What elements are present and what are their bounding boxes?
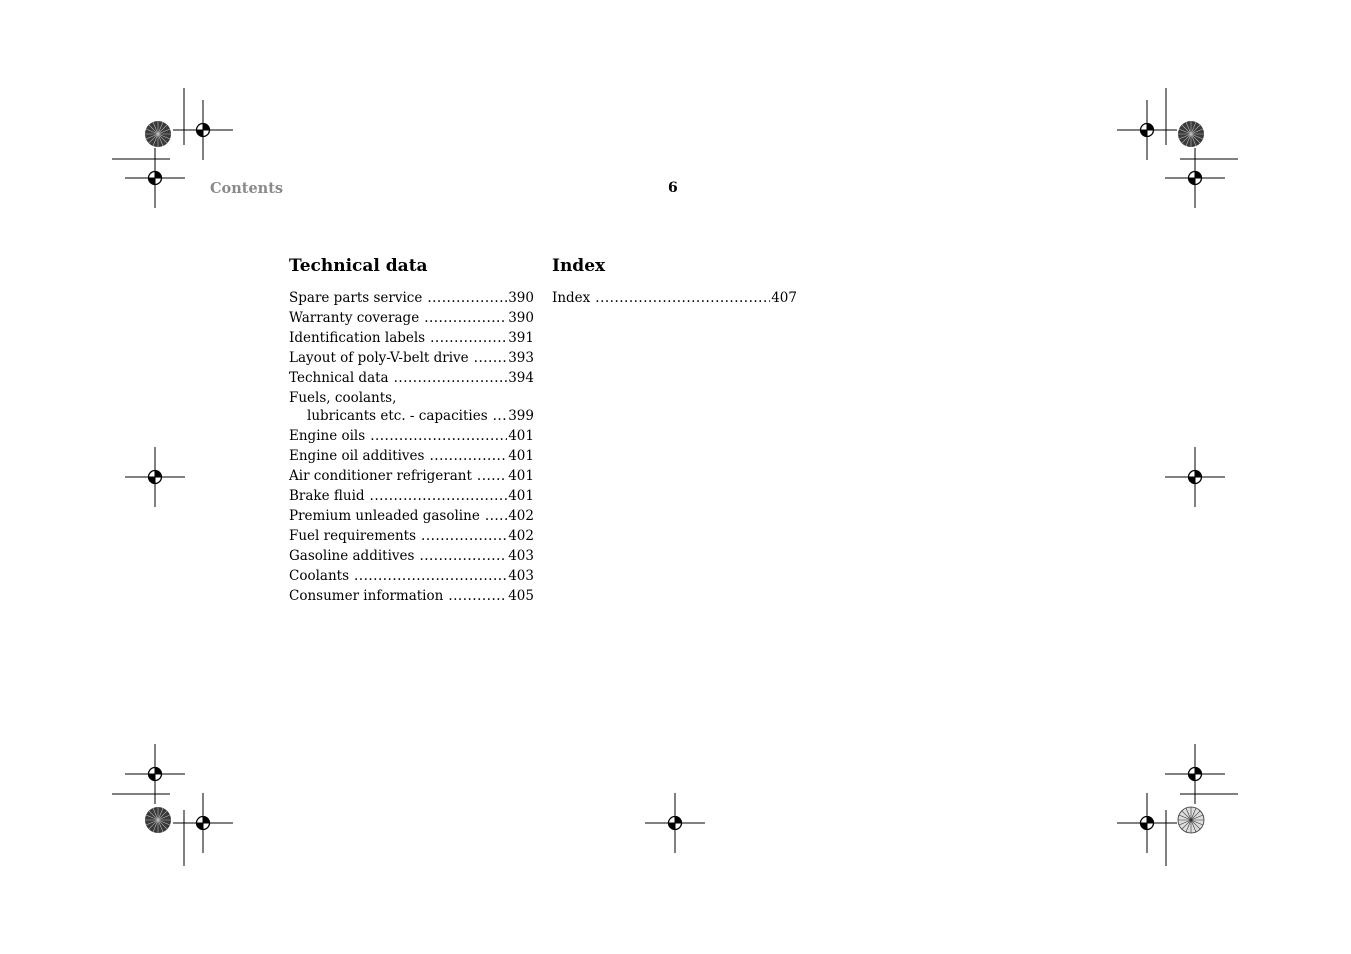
toc-entry[interactable] [552, 289, 797, 307]
toc-entry-label: Fuels, coolants, [289, 390, 397, 406]
toc-entry-label: Warranty coverage [289, 310, 420, 326]
toc-entry[interactable] [289, 527, 534, 545]
dot-leader [419, 547, 507, 565]
dot-leader [477, 467, 507, 485]
toc-entry[interactable] [289, 567, 534, 585]
dot-leader [421, 527, 507, 545]
toc-entry-label: Coolants [289, 568, 349, 584]
index-section [552, 255, 797, 309]
section-title: Index [552, 256, 606, 276]
toc-list [552, 289, 797, 307]
dot-leader [430, 329, 507, 347]
toc-entry-page: 394 [508, 370, 534, 386]
toc-entry-page: 401 [508, 468, 534, 484]
registration-mark-icon [173, 100, 233, 160]
toc-entry-label: Premium unleaded gasoline [289, 508, 480, 524]
dot-leader [595, 289, 770, 307]
toc-list [289, 289, 534, 605]
section-title: Technical data [289, 256, 428, 276]
toc-entry[interactable] [289, 289, 534, 307]
toc-entry-page: 390 [508, 290, 534, 306]
toc-entry-page: 407 [771, 290, 797, 306]
dot-leader [427, 289, 507, 307]
toc-entry-label: Engine oils [289, 428, 366, 444]
page-number: 6 [668, 180, 678, 196]
toc-entry-page: 390 [508, 310, 534, 326]
toc-entry-label: Engine oil additives [289, 448, 425, 464]
running-header: Contents [210, 180, 284, 197]
toc-entry-page: 403 [508, 568, 534, 584]
toc-entry-page: 401 [508, 448, 534, 464]
toc-entry[interactable] [289, 587, 534, 605]
toc-entry-label: Technical data [289, 370, 389, 386]
toc-entry[interactable] [289, 467, 534, 485]
toc-entry-label: Consumer information [289, 588, 444, 604]
toc-entry-label: Fuel requirements [289, 528, 417, 544]
toc-entry[interactable] [289, 349, 534, 367]
toc-entry-page: 393 [508, 350, 534, 366]
toc-entry-label: Gasoline additives [289, 548, 415, 564]
dot-leader [474, 349, 508, 367]
toc-entry[interactable] [289, 427, 534, 445]
toc-entry[interactable] [289, 447, 534, 465]
toc-entry-page: 401 [508, 488, 534, 504]
toc-entry-label: Brake fluid [289, 488, 365, 504]
dot-leader [485, 507, 507, 525]
toc-entry[interactable] [289, 329, 534, 347]
toc-entry-label: Air conditioner refrigerant [289, 468, 472, 484]
toc-entry-page: 405 [508, 588, 534, 604]
toc-entry-page: 391 [508, 330, 534, 346]
dot-leader [354, 567, 507, 585]
dot-leader [370, 427, 507, 445]
dot-leader [370, 487, 508, 505]
dot-leader [429, 447, 507, 465]
toc-entry-page: 402 [508, 508, 534, 524]
toc-entry-page: 399 [508, 408, 534, 424]
toc-entry-label: Spare parts service [289, 290, 423, 306]
toc-entry-page: 403 [508, 548, 534, 564]
technical-data-section [289, 255, 534, 607]
dot-leader [394, 369, 508, 387]
toc-entry[interactable] [289, 309, 534, 327]
toc-entry[interactable] [289, 547, 534, 565]
dot-leader [424, 309, 507, 327]
toc-entry[interactable] [289, 507, 534, 525]
toc-entry[interactable] [289, 487, 534, 505]
toc-entry-label: Index [552, 290, 591, 306]
toc-entry-label: lubricants etc. - capacities [307, 408, 488, 424]
toc-entry[interactable] [289, 369, 534, 387]
toc-entry-page: 401 [508, 428, 534, 444]
toc-entry-label: Identification labels [289, 330, 426, 346]
dot-leader [448, 587, 507, 605]
dot-leader [493, 407, 508, 425]
toc-entry[interactable] [289, 389, 534, 425]
toc-entry-page: 402 [508, 528, 534, 544]
toc-entry-label: Layout of poly-V-belt drive [289, 350, 469, 366]
